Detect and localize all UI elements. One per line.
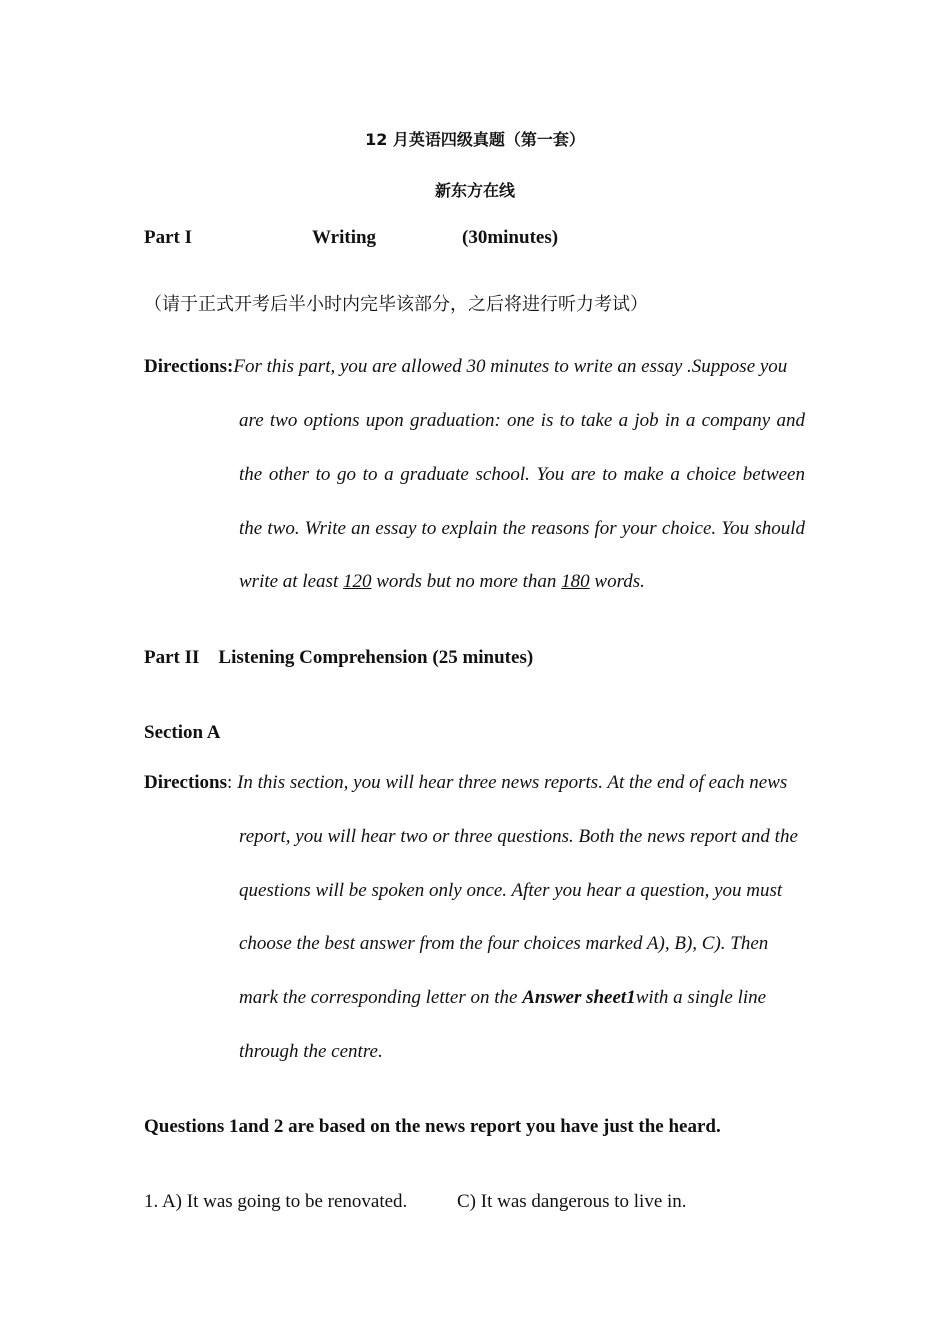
question-1-option-a: 1. A) It was going to be renovated.	[144, 1191, 408, 1212]
word-limit-mid: words but no more than	[371, 571, 562, 592]
questions-intro: Questions 1and 2 are based on the news report you have just the heard.	[144, 1116, 721, 1137]
directions-line: are two options upon graduation: one is to take a job in a company and	[239, 410, 805, 431]
directions-line: report, you will hear two or three questions. Both the news report and the	[239, 826, 798, 847]
directions-mark-line	[239, 987, 766, 1009]
directions-line: the two. Write an essay to explain the reasons for your choice. You should	[239, 518, 805, 539]
word-limit-pre: write at least	[239, 571, 343, 592]
directions-text: For this part, you are allowed 30 minutes to write an essay .Suppose you	[233, 356, 788, 377]
answer-sheet-label: Answer sheet1	[522, 987, 636, 1008]
question-1-option-c: C) It was dangerous to live in.	[457, 1191, 687, 1212]
document-source: 新东方在线	[434, 181, 515, 200]
part1-note: （请于正式开考后半小时内完毕该部分，之后将进行听力考试）	[144, 294, 648, 315]
directions-label: Directions	[144, 772, 228, 793]
max-words: 180	[561, 571, 590, 592]
section-a-heading: Section A	[144, 722, 221, 743]
directions-text: In this section, you will hear three news reports. At the end of each news	[237, 772, 788, 793]
mark-post: with a single line	[635, 987, 767, 1008]
directions-line: the other to go to a graduate school. You are to make a choice between	[239, 464, 805, 485]
directions-line: questions will be spoken only once. After you hear a question, you must	[239, 880, 783, 901]
part1-time: (30minutes)	[462, 227, 559, 248]
part2-heading: Part II Listening Comprehension (25 minutes)	[144, 647, 534, 668]
part1-name: Writing	[312, 227, 377, 248]
word-limit-post: words.	[589, 571, 645, 592]
part2-directions: Directions: In this section, you will hear three news reports. At the end of each news	[144, 772, 788, 793]
part1-directions	[144, 356, 787, 378]
mark-pre: mark the corresponding letter on the	[239, 987, 523, 1008]
directions-line: choose the best answer from the four choices marked A), B), C). Then	[239, 933, 769, 954]
min-words: 120	[342, 571, 372, 592]
directions-last-line: through the centre.	[239, 1041, 383, 1062]
document-title: 12 月英语四级真题（第一套）	[365, 130, 585, 149]
directions-label: Directions:	[144, 356, 234, 377]
part1-label: Part I	[144, 227, 193, 248]
directions-last-line	[239, 571, 645, 593]
